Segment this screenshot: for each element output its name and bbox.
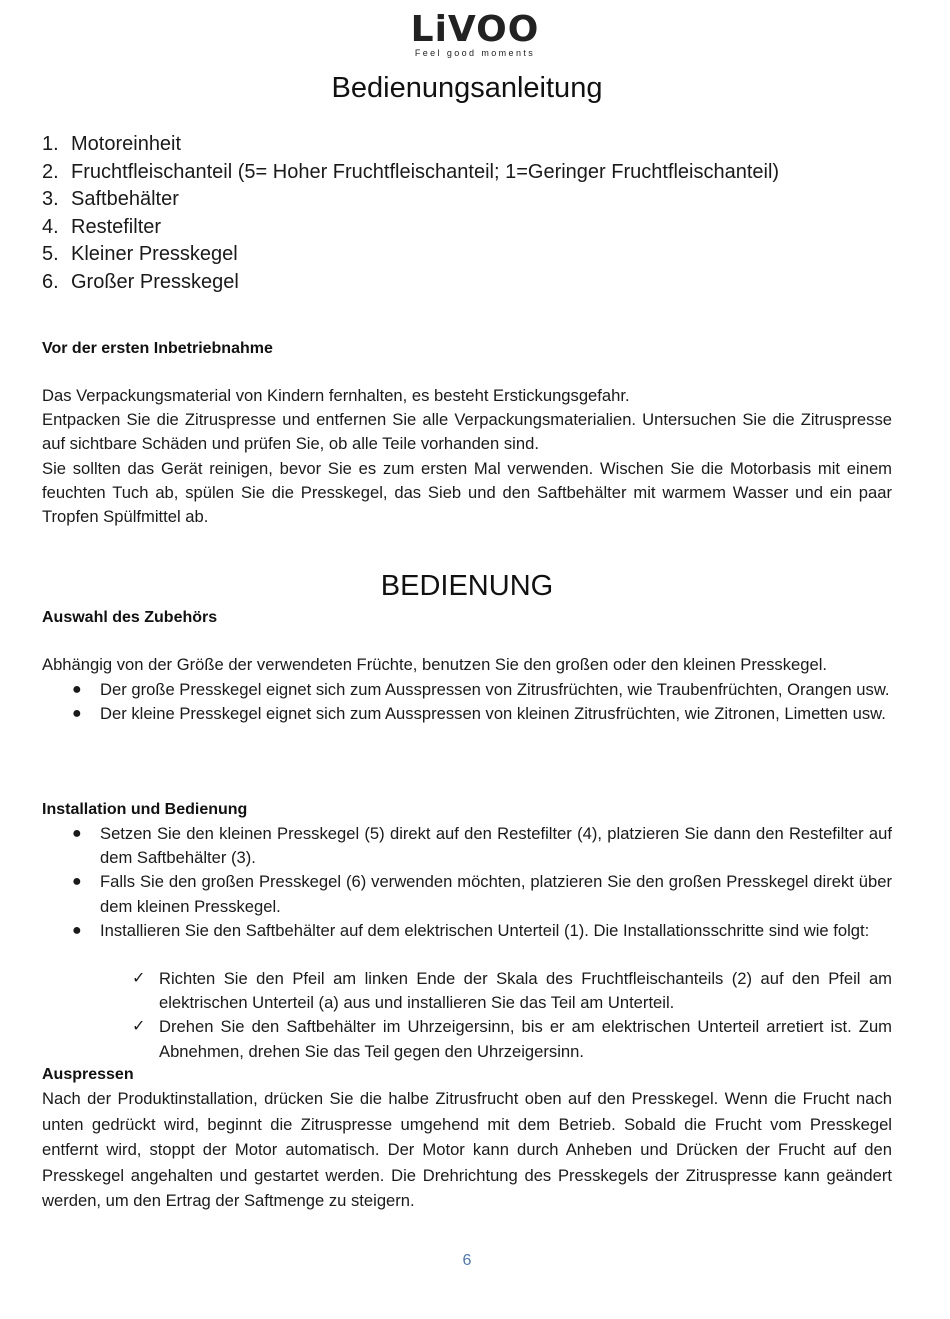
squeezing-heading: Auspressen: [42, 1066, 134, 1083]
list-item: [42, 269, 779, 297]
bullet-text: Der große Presskegel eignet sich zum Ausspressen von Zitrusfrüchten, wie Traubenfrüchten, Orangen usw.: [100, 680, 890, 699]
bullet-icon: ●: [72, 873, 82, 891]
item-number: 6.: [42, 270, 59, 293]
list-item: [42, 822, 892, 870]
accessories-bullets: [42, 678, 892, 726]
checkmark-icon: ✓: [132, 1018, 146, 1036]
bullet-text: Der kleine Presskegel eignet sich zum Ausspressen von kleinen Zitrusfrüchten, wie Zitronen, Limetten usw.: [100, 704, 886, 724]
first-use-line: Sie sollten das Gerät reinigen, bevor Sie es zum ersten Mal verwenden. Wischen Sie die Motorbasis mit einem feuchten Tuch ab, spülen Sie die Presskegel, das Sieb und den Saftbehälter mit warmem Wasser und ein paar Tropfen Spülfmittel ab.: [42, 458, 892, 527]
bullet-icon: ●: [72, 921, 82, 939]
item-label: Saftbehälter: [71, 188, 179, 211]
list-item: [42, 967, 892, 1015]
first-use-line: Das Verpackungsmaterial von Kindern fernhalten, es besteht Erstickungsgefahr.: [42, 386, 630, 405]
list-item: [42, 678, 892, 702]
operation-heading: BEDIENUNG: [380, 570, 554, 602]
squeezing-text: Nach der Produktinstallation, drücken Sie die halbe Zitrusfrucht oben auf den Presskegel. Wenn die Frucht nach unten gedrückt wird, beginnt die Zitruspresse umgehend mit dem Betrieb. Sobald die Frucht vom Presskegel entfernt wird, stoppt der Motor automatisch. Der Motor kann durch Anheben und Drücken der Frucht auf den Presskegel angehalten und gestartet werden. Die Drehrichtung des Presskegels der Zitruspresse kann geändert werden, um den Ertrag der Saftmenge zu steigern.: [42, 1089, 892, 1210]
bullet-icon: ●: [72, 705, 82, 723]
step-text: Drehen Sie den Saftbehälter im Uhrzeigersinn, bis er am elektrischen Unterteil arretiert ist. Zum Abnehmen, drehen Sie das Teil gegen den Uhrzeigersinn.: [159, 1017, 892, 1061]
list-item: [42, 241, 779, 269]
page-number: 6: [462, 1252, 472, 1269]
bullet-text: Setzen Sie den kleinen Presskegel (5) direkt auf den Restefilter (4), platzieren Sie dann den Restefilter auf dem Saftbehälter (3).: [100, 824, 892, 868]
bullet-text: Installieren Sie den Saftbehälter auf dem elektrischen Unterteil (1). Die Installationsschritte sind wie folgt:: [100, 920, 870, 940]
list-item: [42, 159, 779, 187]
first-use-text: [42, 384, 892, 529]
step-text: Richten Sie den Pfeil am linken Ende der Skala des Fruchtfleischanteils (2) auf den Pfeil am elektrischen Unterteil (a) aus und installieren Sie das Teil am Unterteil.: [159, 969, 892, 1013]
first-use-heading: Vor der ersten Inbetriebnahme: [42, 340, 273, 357]
item-number: 4.: [42, 215, 59, 238]
list-item: [42, 702, 892, 726]
bullet-icon: ●: [72, 681, 82, 698]
first-use-line: Entpacken Sie die Zitruspresse und entfernen Sie alle Verpackungsmaterialien. Untersuchen Sie die Zitruspresse auf sichtbare Schäden und prüfen Sie, ob alle Teile vorhanden sind.: [42, 410, 892, 454]
bullet-text: Falls Sie den großen Presskegel (6) verwenden möchten, platzieren Sie den großen Presskegel direkt über dem kleinen Presskegel.: [100, 872, 892, 916]
page-title: Bedienungsanleitung: [331, 72, 603, 104]
list-item: [42, 919, 892, 943]
accessories-intro: Abhängig von der Größe der verwendeten Früchte, benutzen Sie den großen oder den kleinen Presskegel.: [42, 655, 828, 674]
item-number: 3.: [42, 188, 59, 211]
item-number: 5.: [42, 243, 59, 266]
checkmark-icon: ✓: [132, 970, 146, 987]
accessories-heading: Auswahl des Zubehörs: [42, 609, 218, 626]
item-number: 2.: [42, 160, 59, 183]
installation-bullets: [42, 822, 892, 943]
list-item: [42, 870, 892, 918]
list-item: [42, 131, 779, 159]
logo-tagline: Feel good moments: [414, 48, 536, 58]
installation-heading: Installation und Bedienung: [42, 801, 248, 818]
item-label: Motoreinheit: [71, 133, 182, 155]
parts-list: [42, 131, 779, 297]
list-item: [42, 1015, 892, 1063]
logo-wordmark: LiVOO: [410, 9, 540, 50]
installation-steps: [42, 967, 892, 1064]
bullet-icon: ●: [72, 825, 82, 842]
brand-logo: [0, 8, 950, 58]
item-label: Restefilter: [71, 215, 162, 238]
item-number: 1.: [42, 133, 59, 155]
item-label: Kleiner Presskegel: [71, 243, 238, 266]
list-item: [42, 186, 779, 214]
item-label: Großer Presskegel: [71, 270, 239, 293]
list-item: [42, 214, 779, 242]
item-label: Fruchtfleischanteil (5= Hoher Fruchtfleischanteil; 1=Geringer Fruchtfleischanteil): [71, 160, 780, 183]
